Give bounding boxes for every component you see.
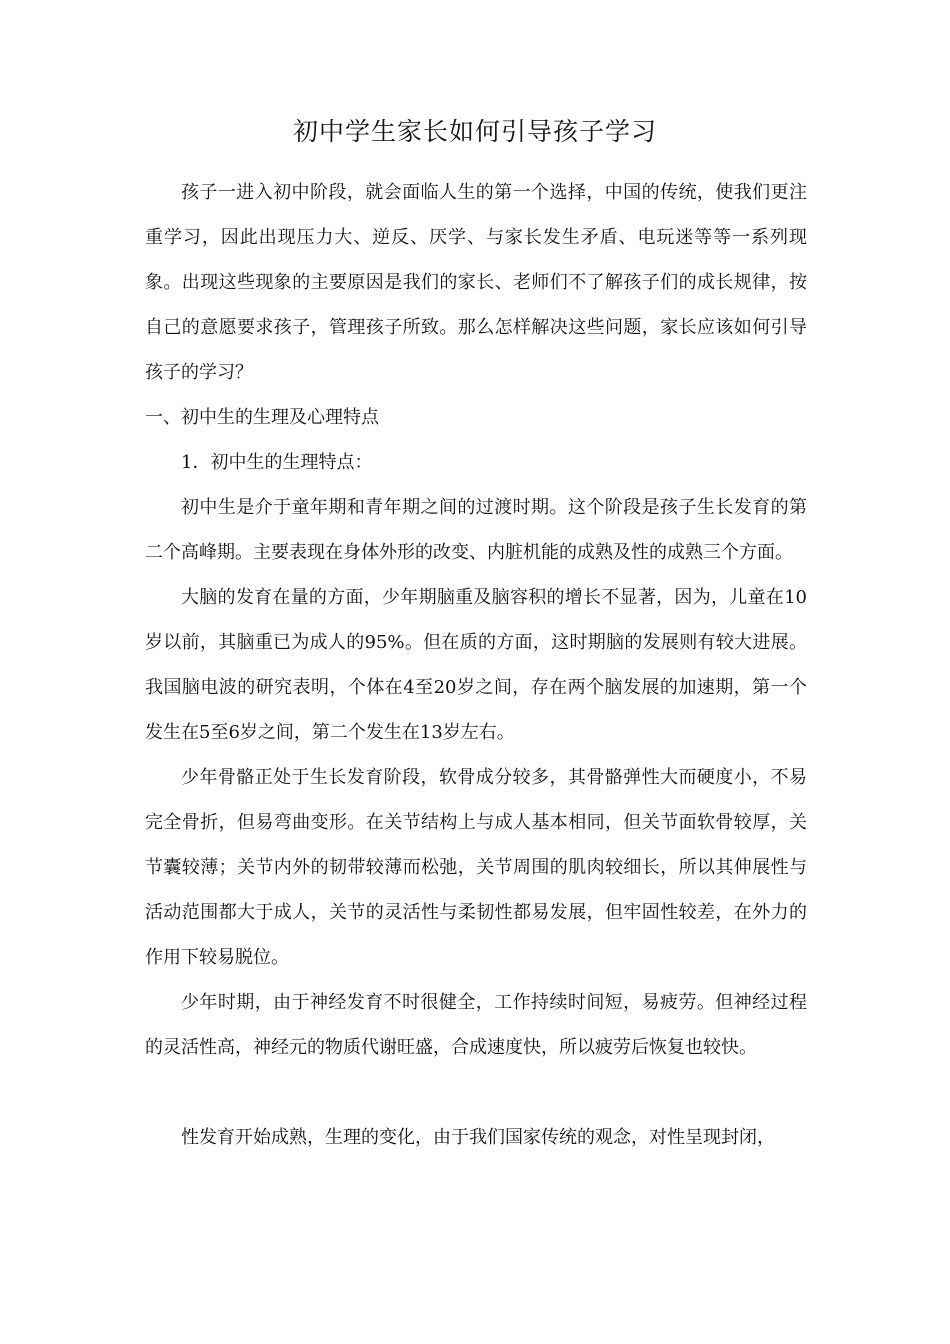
paragraph-gap: [145, 1070, 807, 1115]
document-title: 初中学生家长如何引导孩子学习: [292, 117, 657, 146]
paragraph-brain-development: 大脑的发育在量的方面，少年期脑重及脑容积的增长不显著，因为，儿童在10岁以前，其脑重已为成人的95%。但在质的方面，这时期脑的发展则有较大进展。我国脑电波的研究表明，个体在4至20岁之间，存在两个脑发展的加速期，第一个发生在5至6岁之间，第二个发生在13岁左右。: [145, 587, 807, 743]
subsection-heading: 1．初中生的生理特点：: [181, 452, 373, 473]
section-heading: 一、初中生的生理及心理特点: [145, 407, 379, 428]
document-body: [145, 170, 807, 1160]
paragraph-nervous-system: 少年时期，由于神经发育不时很健全，工作持续时间短，易疲劳。但神经过程的灵活性高，神经元的物质代谢旺盛，合成速度快，所以疲劳后恢复也较快。: [145, 992, 807, 1058]
paragraph-intro: 孩子一进入初中阶段，就会面临人生的第一个选择，中国的传统，使我们更注重学习，因此出现压力大、逆反、厌学、与家长发生矛盾、电玩迷等等一系列现象。出现这些现象的主要原因是我们的家长、老师们不了解孩子们的成长规律，按自己的意愿要求孩子，管理孩子所致。那么怎样解决这些问题，家长应该如何引导孩子的学习？: [145, 182, 807, 383]
paragraph-sexual-development: 性发育开始成熟，生理的变化，由于我们国家传统的观念，对性呈现封闭，: [181, 1127, 775, 1148]
paragraph-bone-development: 少年骨骼正处于生长发育阶段，软骨成分较多，其骨骼弹性大而硬度小，不易完全骨折，但易弯曲变形。在关节结构上与成人基本相同，但关节面软骨较厚，关节囊较薄；关节内外的韧带较薄而松弛，关节周围的肌肉较细长，所以其伸展性与活动范围都大于成人，关节的灵活性与柔韧性都易发展，但牢固性较差，在外力的作用下较易脱位。: [145, 767, 807, 968]
paragraph-transition-period: 初中生是介于童年期和青年期之间的过渡时期。这个阶段是孩子生长发育的第二个高峰期。主要表现在身体外形的改变、内脏机能的成熟及性的成熟三个方面。: [145, 497, 807, 563]
